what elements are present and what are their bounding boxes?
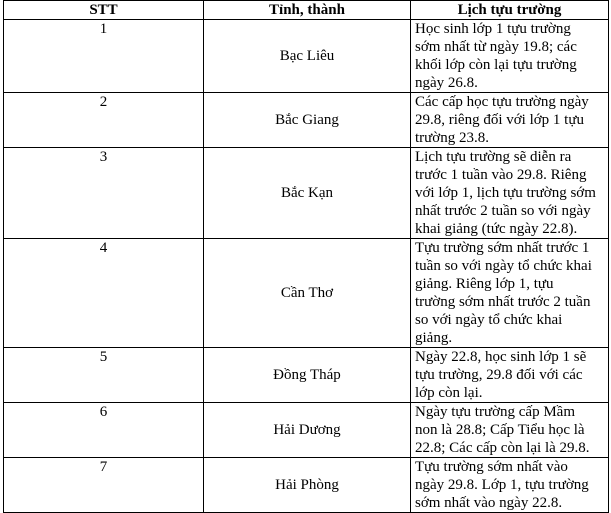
schedule-line: Các cấp học tựu trường ngày	[415, 94, 589, 110]
header-schedule: Lịch tựu trường	[411, 1, 609, 20]
schedule-line: khối lớp còn lại tựu trường	[415, 57, 577, 73]
schedule-line: so với ngày tổ chức khai	[415, 312, 563, 328]
table-row	[4, 403, 609, 458]
schedule-line: non là 28.8; Cấp Tiểu học là	[415, 422, 585, 438]
cell-schedule	[411, 148, 609, 239]
cell-province: Hải Dương	[204, 403, 411, 458]
schedule-line: Tựu trường sớm nhất trước 1	[415, 240, 590, 256]
schedule-line: giảng.	[415, 330, 453, 346]
cell-stt: 4	[4, 239, 204, 348]
table-row	[4, 348, 609, 403]
cell-stt: 1	[4, 20, 204, 93]
cell-province: Bắc Giang	[204, 93, 411, 148]
table-row	[4, 93, 609, 148]
schedule-line: trường 23.8.	[415, 130, 489, 146]
cell-schedule	[411, 20, 609, 93]
cell-stt: 7	[4, 458, 204, 513]
table-row	[4, 239, 609, 348]
schedule-line: Học sinh lớp 1 tựu trường	[415, 21, 571, 37]
schedule-line: Tựu trường sớm nhất vào	[415, 459, 568, 475]
cell-province: Hải Phòng	[204, 458, 411, 513]
cell-schedule	[411, 403, 609, 458]
cell-stt: 6	[4, 403, 204, 458]
schedule-line: tuần so với ngày tổ chức khai	[415, 258, 592, 274]
schedule-line: Ngày tựu trường cấp Mầm	[415, 404, 575, 420]
cell-schedule	[411, 348, 609, 403]
schedule-line: trước 1 tuần vào 29.8. Riêng	[415, 167, 587, 183]
cell-stt: 5	[4, 348, 204, 403]
cell-province: Bạc Liêu	[204, 20, 411, 93]
schedule-line: ngày 29.8. Lớp 1, tựu trường	[415, 477, 589, 493]
cell-stt: 2	[4, 93, 204, 148]
schedule-line: 29.8, riêng đối với lớp 1 tựu	[415, 112, 584, 128]
header-stt: STT	[4, 1, 204, 20]
schedule-line: 22.8; Các cấp còn lại là 29.8.	[415, 440, 590, 456]
cell-province: Bắc Kạn	[204, 148, 411, 239]
cell-province: Cần Thơ	[204, 239, 411, 348]
schedule-line: sớm nhất vào ngày 22.8.	[415, 495, 563, 511]
schedule-line: sớm nhất từ ngày 19.8; các	[415, 39, 577, 55]
cell-schedule	[411, 93, 609, 148]
table-header-row	[4, 1, 609, 20]
schedule-line: khai giảng (tức ngày 22.8).	[415, 221, 578, 237]
schedule-line: Lịch tựu trường sẽ diễn ra	[415, 149, 572, 165]
table-row	[4, 148, 609, 239]
header-province: Tỉnh, thành	[204, 1, 411, 20]
cell-stt: 3	[4, 148, 204, 239]
schedule-line: lớp còn lại.	[415, 385, 483, 401]
cell-schedule	[411, 458, 609, 513]
schedule-line: với lớp 1, lịch tựu trường sớm	[415, 185, 596, 201]
table-row	[4, 458, 609, 513]
schedule-line: tựu trường, 29.8 đối với các	[415, 367, 583, 383]
table-row	[4, 20, 609, 93]
schedule-line: giảng. Riêng lớp 1, tựu	[415, 276, 554, 292]
schedule-line: ngày 26.8.	[415, 75, 478, 91]
school-schedule-table	[3, 0, 609, 513]
schedule-line: nhất trước 2 tuần so với ngày	[415, 203, 591, 219]
schedule-line: trường sớm nhất trước 2 tuần	[415, 294, 591, 310]
cell-schedule	[411, 239, 609, 348]
schedule-line: Ngày 22.8, học sinh lớp 1 sẽ	[415, 349, 587, 365]
cell-province: Đồng Tháp	[204, 348, 411, 403]
